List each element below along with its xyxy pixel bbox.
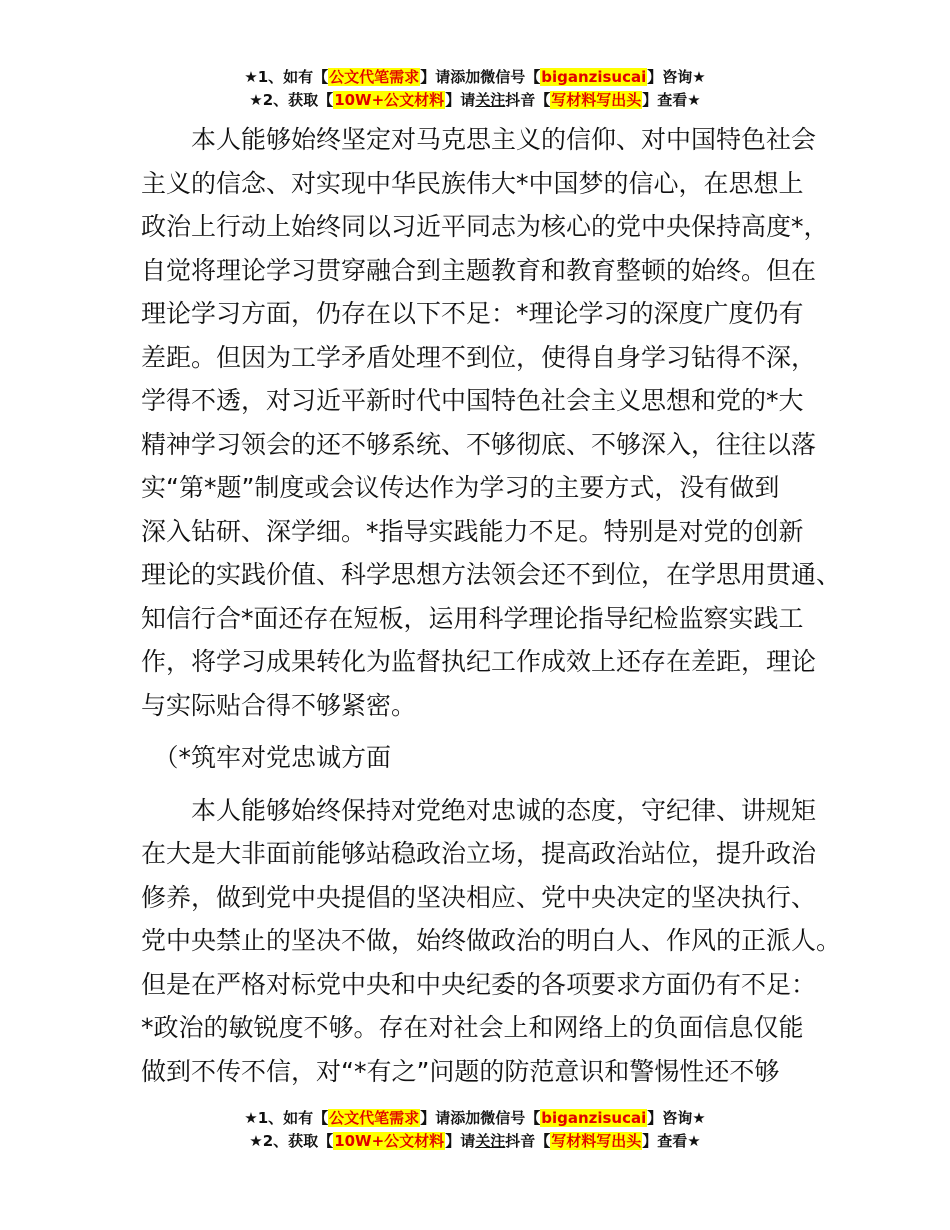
underlined-follow: 关注 [475, 1132, 506, 1150]
body-line: *政治的敏锐度不够。存在对社会上和网络上的负面信息仅能 [141, 1013, 804, 1042]
body-line: 实“第*题”制度或会议传达作为学习的主要方式，没有做到 [141, 473, 780, 502]
body-line: 作，将学习成果转化为监督执纪工作成效上还存在差距，理论 [141, 647, 817, 676]
highlight-service: 公文代笔需求 [329, 1109, 420, 1127]
banner-line-1 [0, 1107, 950, 1130]
banner-text: ★1、如有【 [244, 1109, 329, 1127]
body-line: 与实际贴合得不够紧密。 [141, 690, 417, 720]
banner-text: 】请 [445, 1132, 476, 1150]
highlight-wechat-id: biganzisucai [541, 68, 647, 86]
highlight-douyin-account: 写材料写出头 [551, 91, 642, 109]
banner-text: 抖音【 [505, 91, 551, 109]
banner-text: ★1、如有【 [244, 68, 329, 86]
body-line: 政治上行动上始终同以习近平同志为核心的党中央保持高度*， [141, 212, 829, 241]
highlight-service: 公文代笔需求 [329, 68, 420, 86]
body-line: 本人能够始终坚定对马克思主义的信仰、对中国特色社会 [141, 125, 817, 154]
section-heading: （*筑牢对党忠诚方面 [141, 743, 392, 772]
banner-text: 】查看★ [642, 91, 701, 109]
footer-banner [0, 1107, 950, 1153]
highlight-materials: 10W+公文材料 [334, 91, 445, 109]
body-line: 理论的实践价值、科学思想方法领会还不到位，在学思用贯通、 [141, 560, 842, 589]
banner-line-1 [0, 66, 950, 89]
banner-text: 】请 [445, 91, 476, 109]
body-line: 学得不透，对习近平新时代中国特色社会主义思想和党的*大 [141, 386, 804, 415]
body-line: 知信行合*面还存在短板，运用科学理论指导纪检监察实践工 [141, 603, 804, 633]
underlined-follow: 关注 [475, 91, 506, 109]
body-line: 理论学习方面，仍存在以下不足：*理论学习的深度广度仍有 [141, 299, 804, 328]
body-line: 修养，做到党中央提倡的坚决相应、党中央决定的坚决执行、 [141, 882, 817, 912]
body-line: 差距。但因为工学矛盾处理不到位，使得自身学习钻得不深， [141, 342, 817, 372]
banner-text: ★2、获取【 [249, 1132, 334, 1150]
banner-text: 】咨询★ [647, 68, 706, 86]
paragraph-gap [141, 727, 821, 736]
banner-line-2 [0, 89, 950, 112]
body-line: 本人能够始终保持对党绝对忠诚的态度，守纪律、讲规矩 [141, 795, 817, 825]
banner-text: 】请添加微信号【 [420, 68, 541, 86]
banner-text: 】请添加微信号【 [420, 1109, 541, 1127]
banner-text: 抖音【 [505, 1132, 551, 1150]
body-line: 做到不传不信，对“*有之”问题的防范意识和警惕性还不够 [141, 1056, 780, 1086]
header-banner [0, 66, 950, 112]
body-line: 自觉将理论学习贯穿融合到主题教育和教育整顿的始终。但在 [141, 255, 817, 285]
banner-text: 】咨询★ [647, 1109, 706, 1127]
body-line: 深入钻研、深学细。*指导实践能力不足。特别是对党的创新 [141, 516, 804, 546]
highlight-douyin-account: 写材料写出头 [551, 1132, 642, 1150]
body-line: 但是在严格对标党中央和中央纪委的各项要求方面仍有不足： [141, 969, 817, 999]
body-line: 党中央禁止的坚决不做，始终做政治的明白人、作风的正派人。 [141, 926, 842, 955]
body-line: 在大是大非面前能够站稳政治立场，提高政治站位，提升政治 [141, 839, 817, 868]
body-line: 精神学习领会的还不够系统、不够彻底、不够深入，往往以落 [141, 429, 817, 459]
document-body [141, 118, 842, 1093]
banner-text: 】查看★ [642, 1132, 701, 1150]
paragraph-gap [141, 780, 821, 789]
highlight-wechat-id: biganzisucai [541, 1109, 647, 1127]
highlight-materials: 10W+公文材料 [334, 1132, 445, 1150]
banner-line-2 [0, 1130, 950, 1153]
banner-text: ★2、获取【 [249, 91, 334, 109]
body-line: 主义的信念、对实现中华民族伟大*中国梦的信心，在思想上 [141, 168, 804, 198]
